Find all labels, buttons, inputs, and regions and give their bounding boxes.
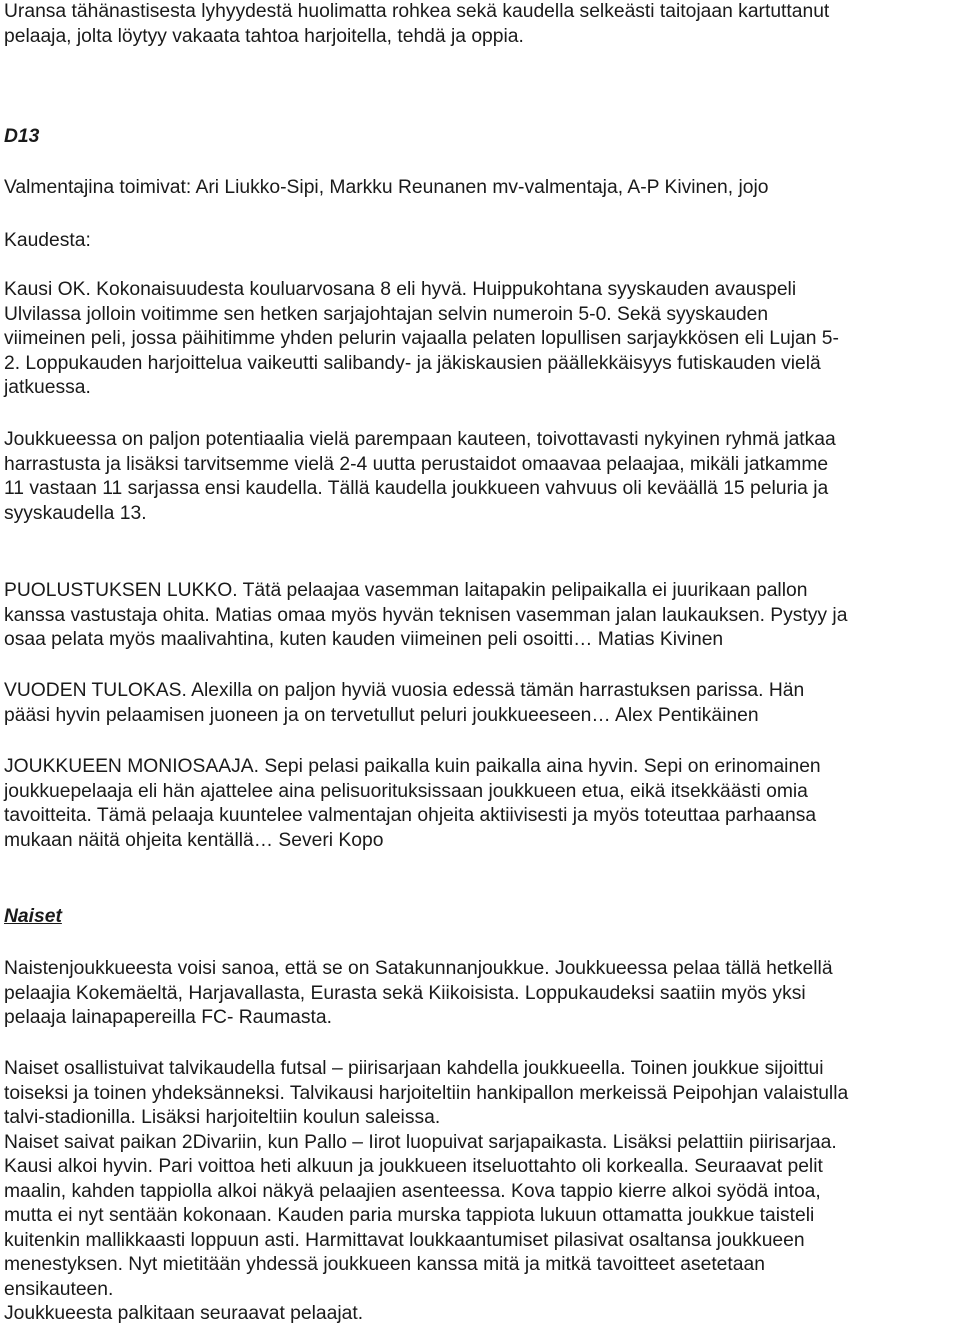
text-line: maalin, kahden tappiolla alkoi näkyä pelaajien asenteessa. Kova tappio kierre alkoi syödä intoa, (4, 1180, 821, 1202)
text-line: syyskaudella 13. (4, 502, 147, 524)
text-line: talvi-stadionilla. Lisäksi harjoiteltiin koulun saleissa. (4, 1107, 441, 1128)
text-line: menestyksen. Nyt mietitään yhdessä joukkueen kanssa mitä ja mitkä tavoitteet asetetaan (4, 1254, 765, 1275)
text-line: PUOLUSTUKSEN LUKKO. Tätä pelaajaa vasemman laitapakin pelipaikalla ei juurikaan pallon (4, 580, 808, 601)
text-line: mukaan näitä ohjeita kentällä… Severi Kopo (4, 829, 384, 851)
text-line: Kausi alkoi hyvin. Pari voittoa heti alkuun ja joukkueen itseluottahto oli korkealla. Seuraavat pelit (4, 1156, 823, 1177)
coaches-line (4, 176, 958, 201)
section-heading-d13 (4, 125, 958, 150)
text-line: Valmentajina toimivat: Ari Liukko-Sipi, Markku Reunanen mv-valmentaja, A-P Kivinen, jojo (4, 177, 769, 198)
text-line: Kaudesta: (4, 230, 91, 251)
text-line: Naistenjoukkueesta voisi sanoa, että se on Satakunnanjoukkue. Joukkueessa pelaa tällä hetkellä (4, 958, 833, 979)
text-line: Uransa tähänastisesta lyhyydestä huolimatta rohkea sekä kaudella selkeästi taitojaan kartuttanut (4, 1, 830, 22)
section-heading-naiset (4, 905, 958, 930)
season-paragraph (4, 278, 958, 401)
text-line: Joukkueesta palkitaan seuraavat pelaajat. (4, 1303, 364, 1324)
text-line: joukkuepelaaja eli hän ajattelee aina pelisuorituksissaan joukkueen etua, eikä itsekkäästi omia (4, 780, 808, 802)
naiset-paragraph-2 (4, 1057, 958, 1327)
text-line: pääsi hyvin pelaamisen juoneen ja on tervetullut peluri joukkueeseen… Alex Pentikäinen (4, 704, 759, 726)
text-line: mutta ei nyt sentään kokonaan. Kauden paria murska tappiota lukuun ottamatta joukkue taisteli (4, 1205, 815, 1226)
text-line: JOUKKUEEN MONIOSAAJA. Sepi pelasi paikalla kuin paikalla aina hyvin. Sepi on erinomainen (4, 756, 821, 777)
season-label (4, 229, 958, 254)
text-line: toiseksi ja toinen yhdeksänneksi. Talvikausi harjoiteltiin hankipallon merkeissä Peipohjan valaistulla (4, 1082, 849, 1104)
text-line: kuitenkin mallikkaasti loppuun asti. Harmittavat loukkaantumiset pilasivat osaltansa joukkueen (4, 1229, 805, 1251)
text-line: ensikauteen. (4, 1278, 114, 1300)
text-line: kanssa vastustaja ohita. Matias omaa myös hyvän teknisen vasemman jalan laukauksen. Pystyy ja (4, 604, 848, 626)
text-line: Naiset saivat paikan 2Divariin, kun Pallo – Iirot luopuivat sarjapaikasta. Lisäksi pelattiin piirisarjaa. (4, 1131, 837, 1153)
award-all-rounder (4, 755, 958, 853)
heading-text: Naiset (4, 906, 62, 927)
text-line: harrastusta ja lisäksi tarvitsemme vielä 2-4 uutta perustaidot omaavaa pelaajaa, mikäli jatkamme (4, 453, 829, 475)
award-defense-lock (4, 579, 958, 653)
naiset-paragraph-1 (4, 957, 958, 1031)
text-line: tavoitteita. Tämä pelaaja kuuntelee valmentajan ohjeita aktiivisesti ja myös toteuttaa parhaansa (4, 805, 817, 826)
text-line: osaa pelata myös maalivahtina, kuten kauden viimeinen peli osoitti… Matias Kivinen (4, 629, 724, 650)
text-line: Kausi OK. Kokonaisuudesta kouluarvosana 8 eli hyvä. Huippukohtana syyskauden avauspeli (4, 279, 797, 300)
text-line: 11 vastaan 11 sarjassa ensi kaudella. Tällä kaudella joukkueen vahvuus oli keväällä 15 peluria ja (4, 478, 829, 499)
potential-paragraph (4, 428, 958, 526)
text-line: pelaaja lainapapereilla FC- Raumasta. (4, 1007, 332, 1028)
intro-paragraph (4, 0, 958, 49)
heading-text: D13 (4, 126, 40, 147)
text-line: Ulvilassa jolloin voitimme sen hetken sarjajohtajan selvin numeroin 5-0. Sekä syyskauden (4, 303, 769, 325)
text-line: Joukkueessa on paljon potentiaalia vielä parempaan kauteen, toivottavasti nykyinen ryhmä jatkaa (4, 429, 836, 450)
text-line: 2. Loppukauden harjoittelua vaikeutti salibandy- ja jäkiskausien päällekkäisyys futiskauden vielä (4, 352, 821, 374)
text-line: viimeinen peli, jossa päihitimme yhden pelurin vajaalla pelaten lopullisen sarjaykkösen eli Lujan 5- (4, 328, 839, 349)
text-line: pelaaja, jolta löytyy vakaata tahtoa harjoitella, tehdä ja oppia. (4, 25, 524, 47)
text-line: jatkuessa. (4, 377, 91, 398)
text-line: Naiset osallistuivat talvikaudella futsal – piirisarjaan kahdella joukkueella. Toinen joukkue sijoittui (4, 1058, 824, 1079)
text-line: pelaajia Kokemäeltä, Harjavallasta, Eurasta sekä Kiikoisista. Loppukaudeksi saatiin myös yksi (4, 982, 806, 1004)
award-rookie (4, 679, 958, 728)
text-line: VUODEN TULOKAS. Alexilla on paljon hyviä vuosia edessä tämän harrastuksen parissa. Hän (4, 680, 805, 701)
